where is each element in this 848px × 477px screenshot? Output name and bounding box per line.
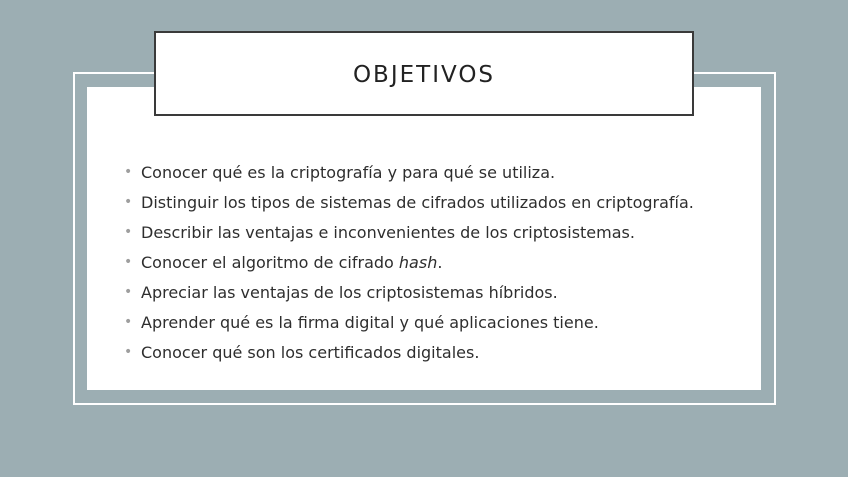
- slide-title: OBJETIVOS: [352, 61, 496, 88]
- bullet-icon: •: [124, 194, 133, 210]
- list-item: [124, 192, 704, 213]
- list-item-text: Conocer qué son los certificados digitales.: [141, 343, 480, 362]
- objectives-list: [124, 162, 704, 372]
- title-box: [154, 31, 694, 116]
- list-item-text-part: Conocer el algoritmo de cifrado: [141, 253, 399, 272]
- bullet-icon: •: [124, 254, 133, 270]
- list-item-text: Apreciar las ventajas de los criptosistemas híbridos.: [141, 283, 558, 302]
- list-item-text: [141, 253, 442, 272]
- bullet-icon: •: [124, 314, 133, 330]
- bullet-icon: •: [124, 224, 133, 240]
- list-item: [124, 162, 704, 183]
- list-item-text: Conocer qué es la criptografía y para qué se utiliza.: [141, 163, 556, 182]
- list-item: [124, 252, 704, 273]
- list-item-text: Describir las ventajas e inconvenientes de los criptosistemas.: [141, 223, 635, 242]
- list-item-text: Distinguir los tipos de sistemas de cifrados utilizados en criptografía.: [141, 193, 694, 212]
- list-item: [124, 312, 704, 333]
- list-item: [124, 342, 704, 363]
- list-item: [124, 222, 704, 243]
- italic-term: hash: [398, 253, 438, 272]
- bullet-icon: •: [124, 344, 133, 360]
- bullet-icon: •: [124, 164, 133, 180]
- list-item: [124, 282, 704, 303]
- list-item-text-part: .: [437, 253, 443, 272]
- list-item-text: Aprender qué es la firma digital y qué aplicaciones tiene.: [141, 313, 599, 332]
- bullet-icon: •: [124, 284, 133, 300]
